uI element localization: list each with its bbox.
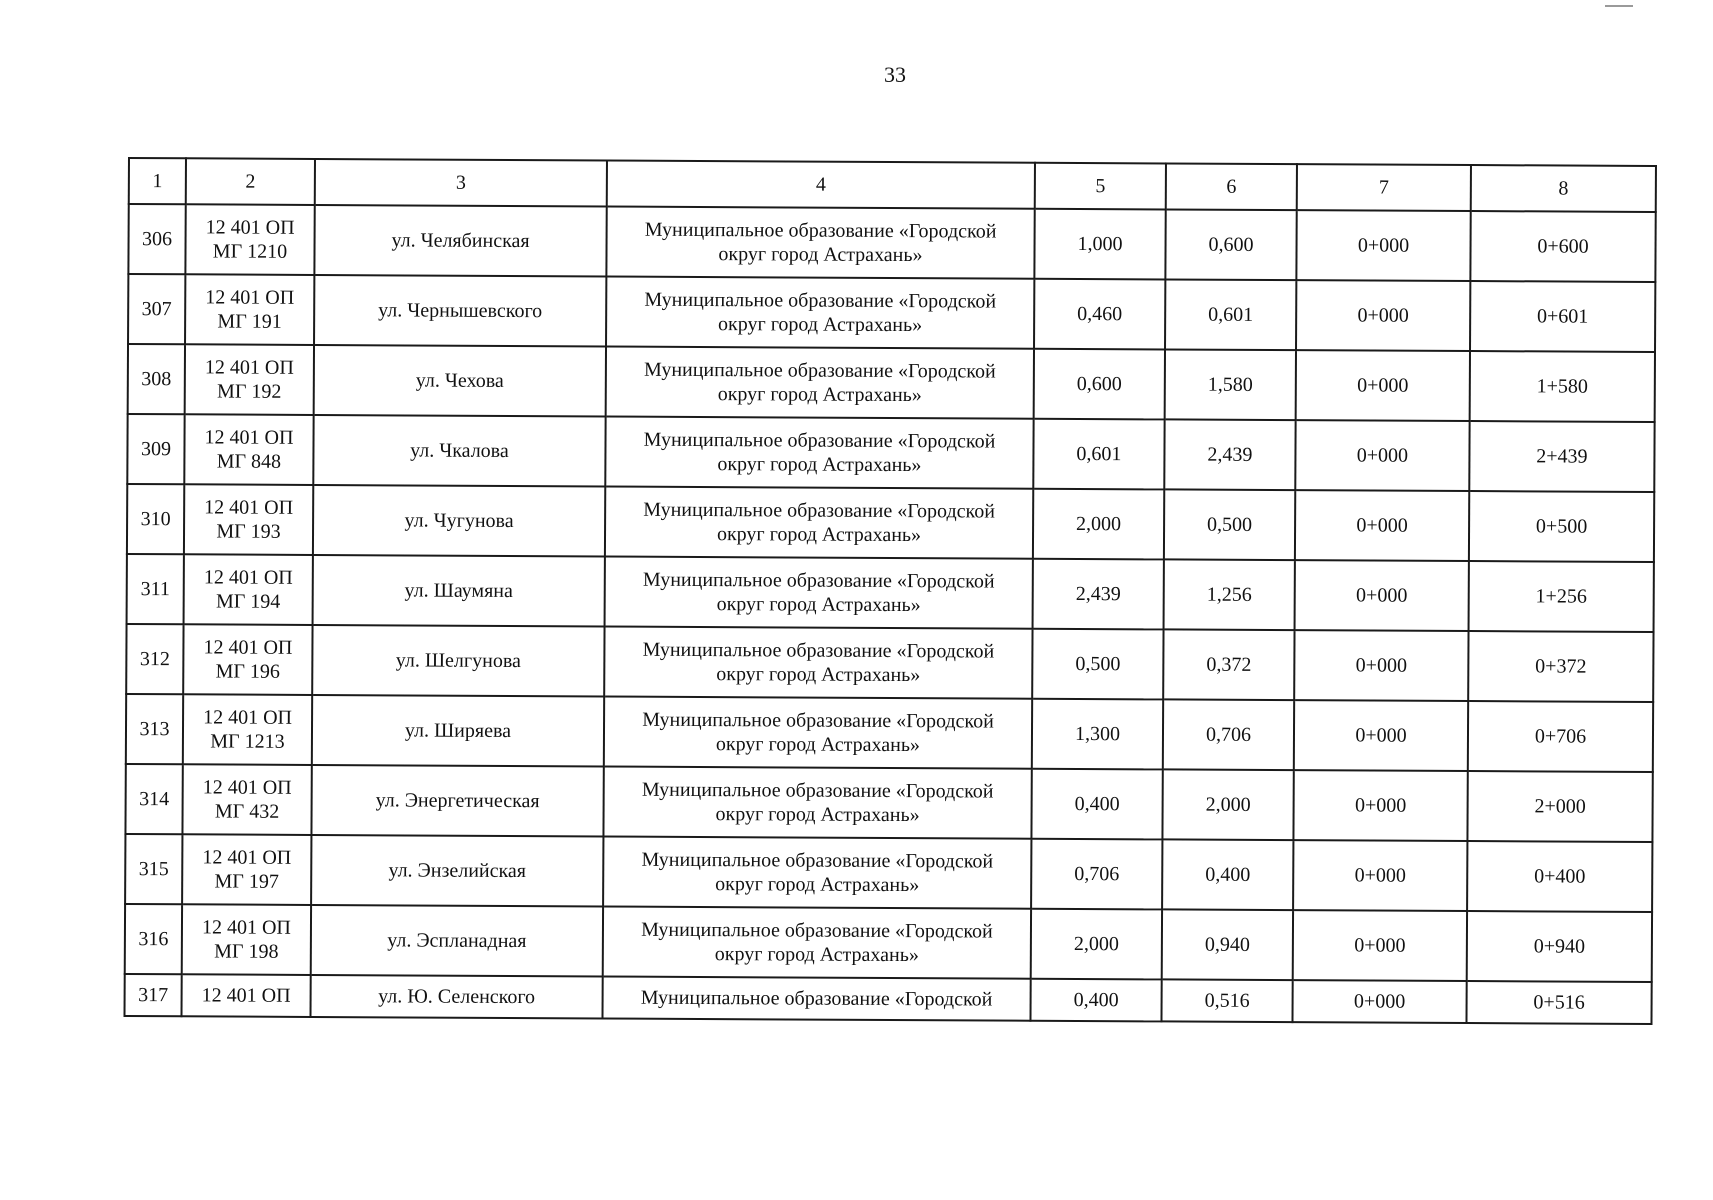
value-cell-7: 0+000 xyxy=(1296,350,1470,421)
value-cell-8: 0+400 xyxy=(1467,841,1652,912)
row-number-cell: 315 xyxy=(125,834,182,904)
value-cell-7: 0+000 xyxy=(1295,560,1469,631)
value-cell-8: 0+516 xyxy=(1466,981,1651,1024)
municipality-cell xyxy=(604,697,1032,769)
road-name-cell: ул. Шелгунова xyxy=(312,625,604,697)
value-cell-5: 0,500 xyxy=(1032,629,1163,700)
header-cell: 3 xyxy=(315,159,607,207)
header-cell: 2 xyxy=(186,158,315,205)
header-cell: 4 xyxy=(607,161,1035,209)
road-code-cell-line: МГ 193 xyxy=(216,520,281,543)
row-number-cell: 311 xyxy=(127,554,184,624)
municipality-cell-line: Муниципальное образование «Городской xyxy=(642,708,994,733)
road-code-cell-line: 12 401 ОП xyxy=(203,566,293,589)
value-cell-6: 0,500 xyxy=(1164,489,1295,560)
municipality-cell: Муниципальное образование «Городской xyxy=(602,976,1030,1020)
municipality-cell-line: Муниципальное образование «Городской xyxy=(644,218,997,243)
row-number-cell: 317 xyxy=(125,974,182,1016)
value-cell-6: 0,400 xyxy=(1162,839,1293,910)
municipality-cell xyxy=(604,627,1032,699)
municipality-cell-line: Муниципальное образование «Городской xyxy=(643,498,996,523)
value-cell-8: 0+940 xyxy=(1467,911,1652,982)
municipality-cell-line: Муниципальное образование «Городской xyxy=(644,358,996,383)
header-cell: 6 xyxy=(1166,163,1297,210)
road-code-cell xyxy=(182,764,311,835)
value-cell-7: 0+000 xyxy=(1296,280,1470,351)
table-row xyxy=(125,834,1652,912)
municipality-cell-line: округ город Астрахань» xyxy=(717,383,922,407)
table-row xyxy=(125,904,1652,982)
municipality-cell-line: Муниципальное образование «Городской xyxy=(641,918,993,943)
municipality-cell-line: Муниципальное образование «Городской xyxy=(644,288,997,313)
value-cell-6: 2,439 xyxy=(1164,419,1295,490)
road-code-cell xyxy=(182,834,311,905)
road-code-cell-line: 12 401 ОП xyxy=(202,776,292,799)
municipality-cell-line: округ город Астрахань» xyxy=(716,593,921,617)
row-number-cell: 308 xyxy=(128,344,185,414)
header-cell: 5 xyxy=(1035,163,1166,210)
row-number-cell: 314 xyxy=(125,764,182,834)
municipality-cell-line: округ город Астрахань» xyxy=(716,523,922,547)
road-code-cell xyxy=(185,204,314,275)
road-code-cell xyxy=(184,414,313,485)
road-name-cell: ул. Шаумяна xyxy=(313,555,605,627)
row-number-cell: 313 xyxy=(126,694,183,764)
road-code-cell-line: 12 401 ОП xyxy=(201,916,291,939)
value-cell-6: 0,516 xyxy=(1161,979,1292,1022)
value-cell-5: 0,460 xyxy=(1034,279,1165,350)
value-cell-6: 0,372 xyxy=(1163,629,1294,700)
municipality-cell-line: округ город Астрахань» xyxy=(715,803,920,827)
value-cell-8: 1+256 xyxy=(1469,561,1654,632)
municipality-cell xyxy=(605,417,1033,489)
road-code-cell-line: 12 401 ОП xyxy=(204,496,294,519)
municipality-cell-line: Муниципальное образование «Городской xyxy=(641,778,994,803)
municipality-cell xyxy=(606,277,1034,349)
municipality-cell xyxy=(605,487,1033,559)
municipality-cell-line: округ город Астрахань» xyxy=(718,313,923,337)
page-number: 33 xyxy=(884,62,906,87)
value-cell-7: 0+000 xyxy=(1293,910,1467,981)
value-cell-7: 0+000 xyxy=(1293,840,1467,911)
value-cell-5: 1,000 xyxy=(1034,209,1165,280)
value-cell-5: 2,000 xyxy=(1031,909,1162,980)
municipality-cell-line: округ город Астрахань» xyxy=(714,943,919,967)
road-code-cell-line: МГ 194 xyxy=(215,590,281,613)
value-cell-5: 0,600 xyxy=(1034,349,1165,420)
row-number-cell: 312 xyxy=(126,624,183,694)
header-cell: 7 xyxy=(1297,164,1471,211)
value-cell-7: 0+000 xyxy=(1296,210,1470,281)
municipality-cell-line: Муниципальное образование «Городской xyxy=(642,568,995,593)
road-code-cell-line: МГ 198 xyxy=(214,940,279,963)
value-cell-6: 1,256 xyxy=(1164,559,1295,630)
table-row xyxy=(127,554,1654,632)
value-cell-8: 1+580 xyxy=(1470,351,1655,422)
road-code-cell-line: 12 401 ОП xyxy=(203,706,293,729)
road-name-cell: ул. Чугунова xyxy=(313,485,605,557)
municipality-cell xyxy=(606,347,1034,419)
municipality-cell xyxy=(606,207,1034,279)
table-row xyxy=(128,344,1655,422)
table-header-row xyxy=(129,158,1656,212)
municipality-cell-line: Муниципальное образование «Городской xyxy=(641,848,994,873)
table-row xyxy=(126,624,1653,702)
scan-edge-mark xyxy=(1605,5,1633,7)
road-name-cell: ул. Ширяева xyxy=(312,695,604,767)
municipality-cell xyxy=(605,557,1033,629)
road-name-cell: ул. Чернышевского xyxy=(314,275,606,347)
value-cell-8: 0+500 xyxy=(1469,491,1654,562)
value-cell-7: 0+000 xyxy=(1293,770,1467,841)
row-number-cell: 316 xyxy=(125,904,182,974)
value-cell-7: 0+000 xyxy=(1295,490,1469,561)
row-number-cell: 307 xyxy=(128,274,185,344)
road-code-cell-line: 12 401 ОП xyxy=(202,846,292,869)
municipality-cell-line: округ город Астрахань» xyxy=(715,873,920,897)
value-cell-8: 0+706 xyxy=(1468,701,1653,772)
road-name-cell: ул. Энзелийская xyxy=(311,835,603,907)
value-cell-5: 2,439 xyxy=(1033,559,1164,630)
road-name-cell: ул. Энергетическая xyxy=(311,765,603,837)
value-cell-8: 0+601 xyxy=(1470,281,1655,352)
table-row xyxy=(127,484,1654,562)
road-code-cell-line: МГ 196 xyxy=(215,660,281,683)
road-code-cell-line: МГ 1210 xyxy=(212,240,288,263)
municipality-cell-line: округ город Астрахань» xyxy=(715,733,921,757)
value-cell-7: 0+000 xyxy=(1294,630,1468,701)
road-code-cell-line: МГ 432 xyxy=(214,800,280,823)
municipality-cell xyxy=(603,906,1031,978)
municipality-cell xyxy=(603,836,1031,908)
municipality-cell-line: округ город Астрахань» xyxy=(717,453,922,477)
table-row xyxy=(125,764,1652,842)
road-code-cell xyxy=(183,624,312,695)
road-code-cell xyxy=(184,554,313,625)
road-code-cell-line: 12 401 ОП xyxy=(205,216,295,239)
road-code-cell-line: 12 401 ОП xyxy=(204,356,294,379)
road-name-cell: ул. Челябинская xyxy=(314,205,606,277)
value-cell-5: 1,300 xyxy=(1032,699,1163,770)
road-code-cell-line: 12 401 ОП xyxy=(204,426,294,449)
road-name-cell: ул. Ю. Селенского xyxy=(310,975,602,1019)
value-cell-5: 0,400 xyxy=(1031,769,1162,840)
municipality-cell-line: Муниципальное образование «Городской xyxy=(642,638,995,663)
road-name-cell: ул. Чкалова xyxy=(313,415,605,487)
value-cell-5: 2,000 xyxy=(1033,489,1164,560)
road-register-table xyxy=(123,157,1656,1025)
road-code-cell-line: 12 401 ОП xyxy=(205,286,295,309)
municipality-cell xyxy=(603,766,1031,838)
value-cell-5: 0,706 xyxy=(1031,839,1162,910)
table-row xyxy=(126,694,1653,772)
road-code-cell-line: 12 401 ОП xyxy=(203,636,293,659)
table-row xyxy=(127,414,1654,492)
row-number-cell: 306 xyxy=(128,204,185,274)
road-code-cell-line: МГ 848 xyxy=(216,450,282,473)
municipality-cell-line: округ город Астрахань» xyxy=(716,663,921,687)
road-code-cell-line: МГ 191 xyxy=(217,310,282,333)
value-cell-7: 0+000 xyxy=(1294,700,1468,771)
value-cell-6: 2,000 xyxy=(1162,769,1293,840)
table-row xyxy=(125,974,1652,1024)
value-cell-5: 0,601 xyxy=(1033,419,1164,490)
value-cell-5: 0,400 xyxy=(1030,979,1161,1022)
municipality-cell-line: округ город Астрахань» xyxy=(718,243,923,267)
table-row xyxy=(128,274,1655,352)
road-code-cell xyxy=(184,484,313,555)
road-name-cell: ул. Эспланадная xyxy=(311,905,603,977)
row-number-cell: 309 xyxy=(127,414,184,484)
value-cell-6: 0,601 xyxy=(1165,279,1296,350)
road-code-cell xyxy=(185,274,314,345)
value-cell-7: 0+000 xyxy=(1295,420,1469,491)
table-row xyxy=(128,204,1655,282)
value-cell-6: 0,600 xyxy=(1165,209,1296,280)
road-code-cell xyxy=(185,344,314,415)
value-cell-6: 0,706 xyxy=(1163,699,1294,770)
row-number-cell: 310 xyxy=(127,484,184,554)
municipality-cell-line: Муниципальное образование «Городской xyxy=(643,428,996,453)
value-cell-7: 0+000 xyxy=(1292,980,1466,1023)
value-cell-6: 0,940 xyxy=(1162,909,1293,980)
road-code-cell-line: МГ 1213 xyxy=(210,730,285,753)
value-cell-8: 0+600 xyxy=(1470,211,1655,282)
value-cell-8: 0+372 xyxy=(1468,631,1653,702)
header-cell: 1 xyxy=(129,158,186,204)
road-code-cell xyxy=(183,694,312,765)
road-code-cell xyxy=(182,904,311,975)
value-cell-8: 2+000 xyxy=(1467,771,1652,842)
road-name-cell: ул. Чехова xyxy=(314,345,606,417)
road-code-cell: 12 401 ОП xyxy=(182,974,311,1017)
value-cell-8: 2+439 xyxy=(1469,421,1654,492)
road-code-cell-line: МГ 197 xyxy=(214,870,279,893)
value-cell-6: 1,580 xyxy=(1165,349,1296,420)
header-cell: 8 xyxy=(1471,165,1656,212)
road-code-cell-line: МГ 192 xyxy=(217,380,282,403)
